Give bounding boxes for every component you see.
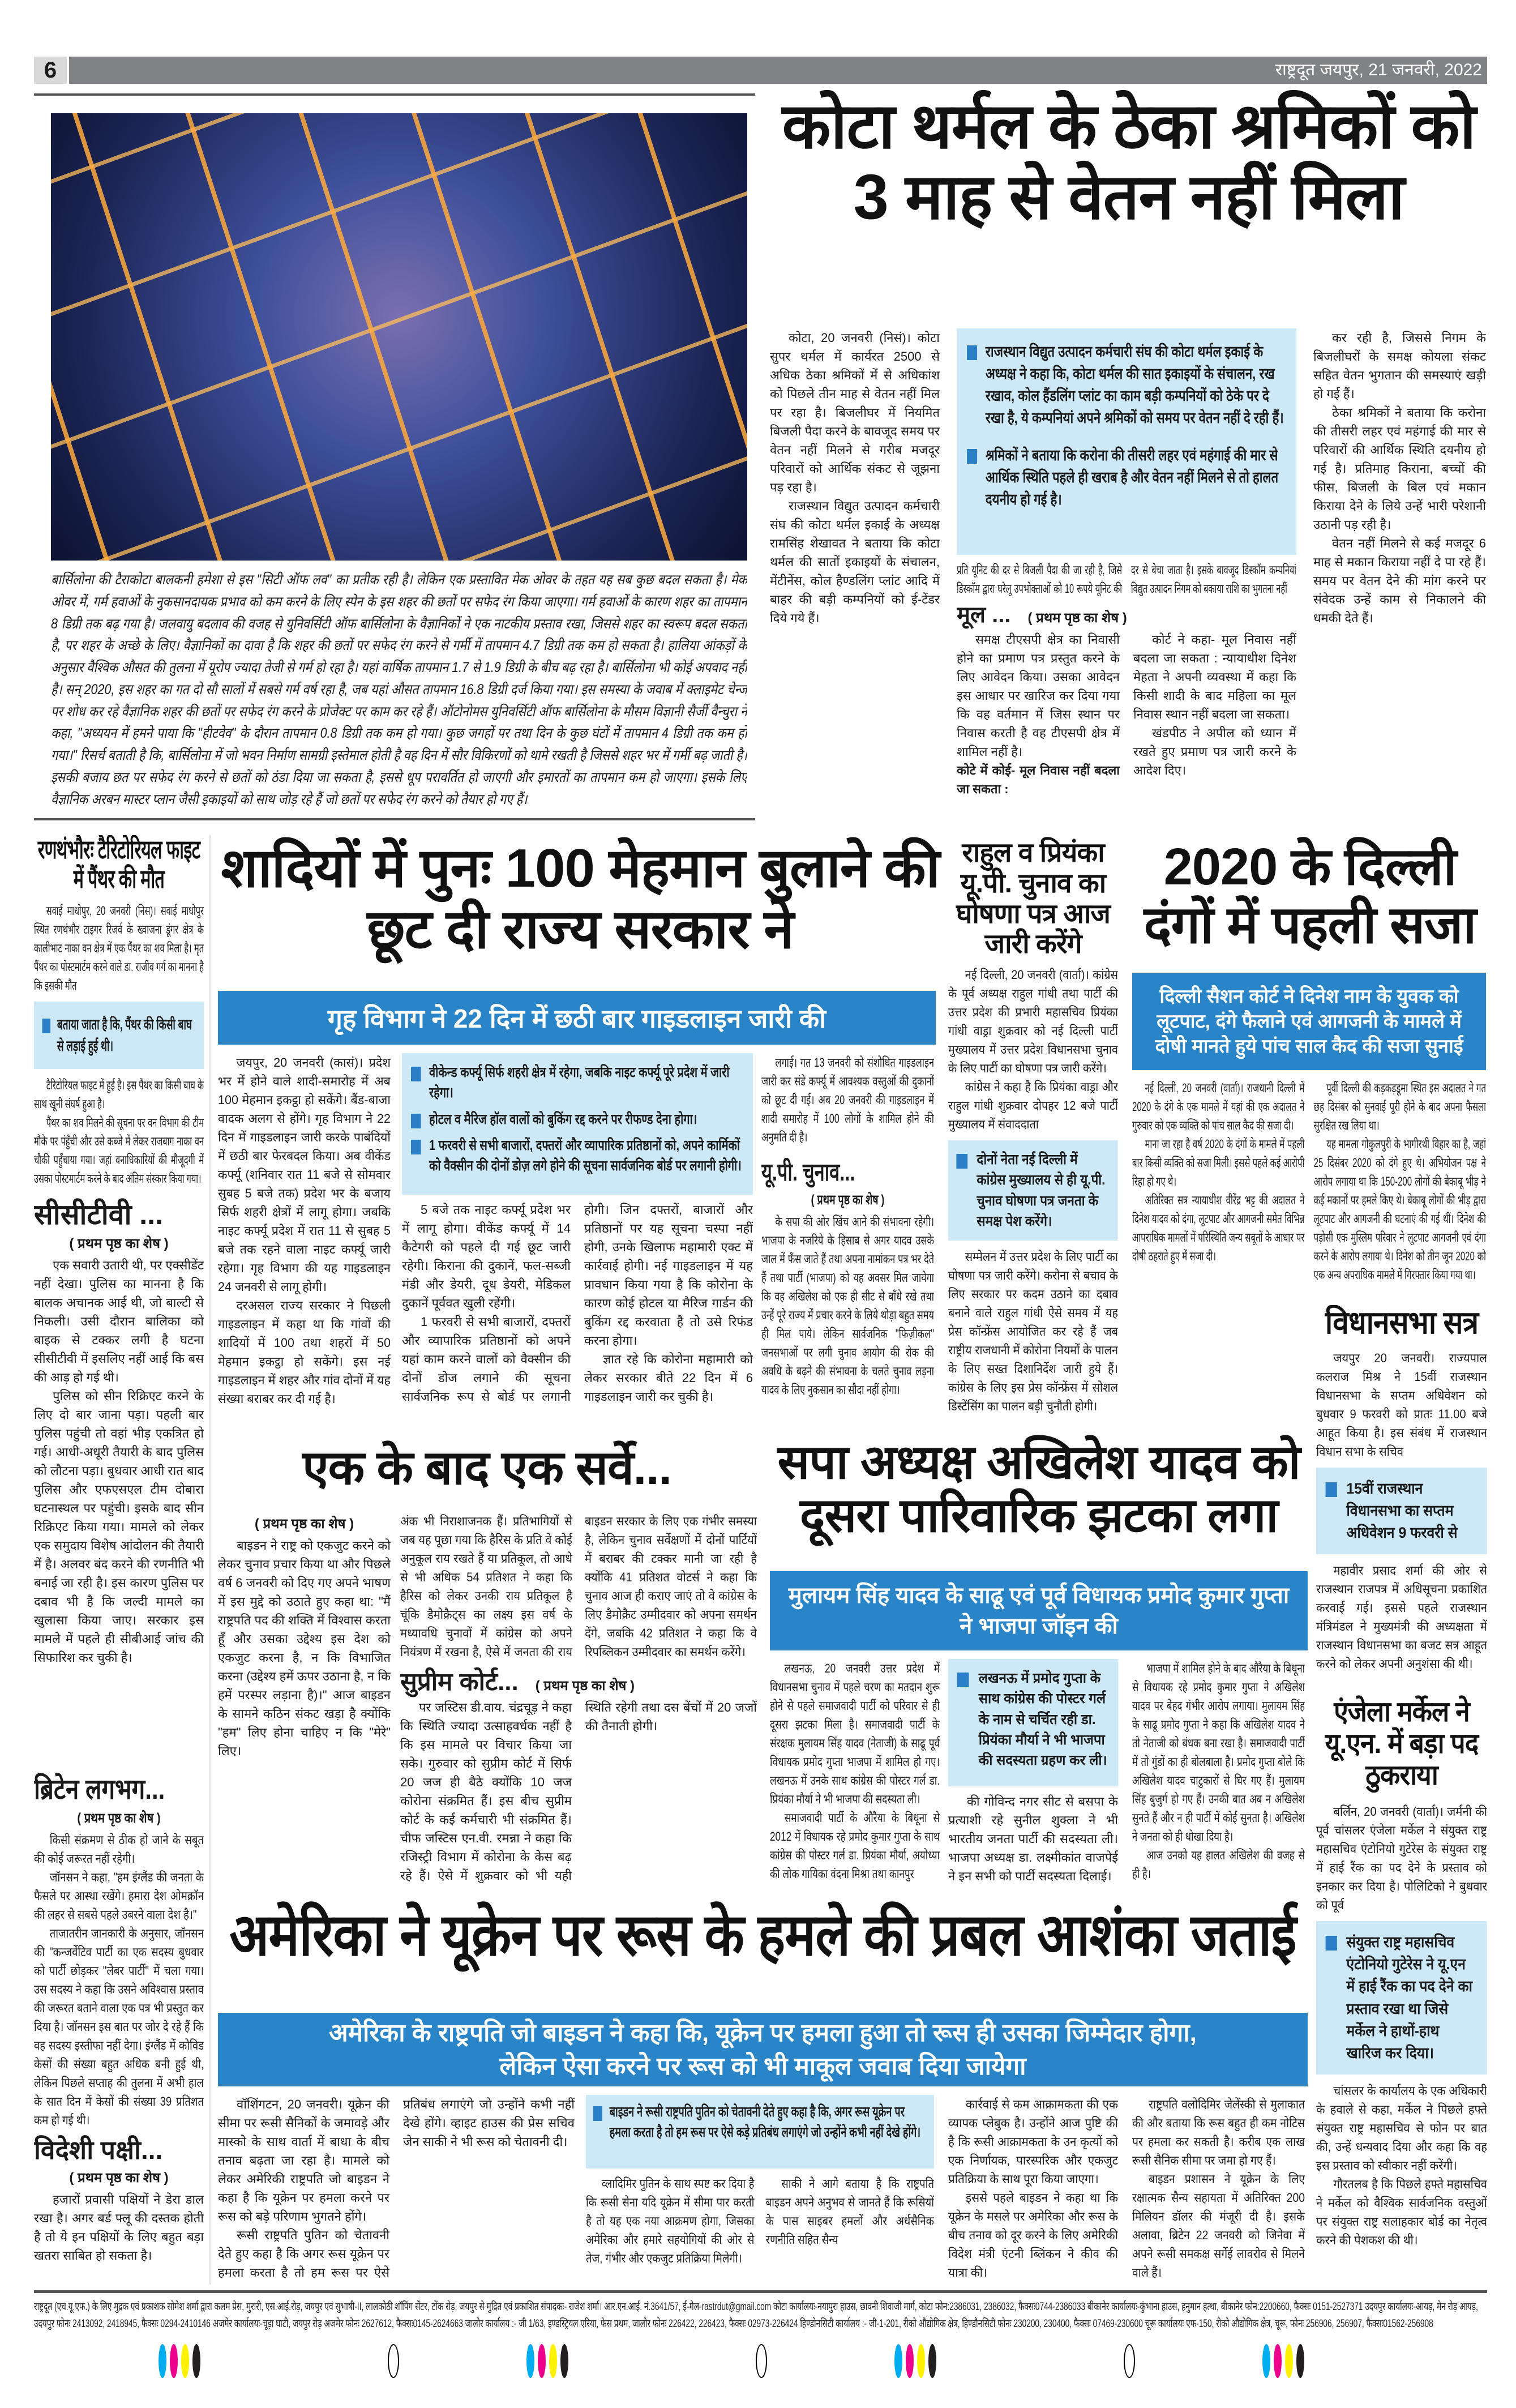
mool-headline: मूल ... xyxy=(957,602,1011,627)
bullet-icon xyxy=(956,1154,967,1169)
paragraph: इससे पहले बाइडन ने कहा था कि यूक्रेन के मसले पर अमेरिका और रूस के बीच तनाव को दूर करने के लिए अमेरिकी विदेश मंत्री एंटनी ब्लिंकन ने कीव की यात्रा की। xyxy=(948,2191,1118,2279)
usa-column-4 xyxy=(948,2095,1118,2285)
paragraph: रूसी राष्ट्रपति पुतिन को चेतावनी देते हुए कहा है कि अगर रूस यूक्रेन पर हमला करता है तो हम रूस पर ऐसे प्रतिबंध लगाएंगे जो उन्होंने कभी नहीं देखे होंगे। व्हाइट हाउस की प्रेस सचिव जेन साकी ने भी रूस को चेतावनी दी। xyxy=(218,2097,575,2279)
bullet-icon xyxy=(411,1114,421,1128)
paragraph: साकी ने आगे बताया है कि राष्ट्रपति बाइडन अपने अनुभव से जानते हैं कि रूसियों के पास साइबर हमलों और अर्धसैनिक रणनीति सहित सैन्य xyxy=(765,2176,934,2247)
bullet-icon xyxy=(967,345,977,360)
usa-strap: अमेरिका के राष्ट्रपति जो बाइडन ने कहा कि, यूक्रेन पर हमला हुआ तो रूस ही उसका जिम्मेदार होगा, लेकिन ऐसा करने पर रूस को भी माकूल जवाब दिया जायेगा xyxy=(218,2013,1308,2086)
sp-headline: सपा अध्यक्ष अखिलेश यादव को दूसरा पारिवारिक झटका लगा xyxy=(777,1435,1300,1542)
paragraph: माना जा रहा है वर्ष 2020 के दंगों के मामले में पहली बार किसी व्यक्ति को सजा मिली। इससे पहले कई आरोपी रिहा हो गए थे। xyxy=(1132,1137,1305,1188)
continued-label: ( प्रथम पृष्ठ का शेष ) xyxy=(1027,610,1127,626)
highlight-text: लखनऊ में प्रमोद गुप्ता के साथ कांग्रेस की पोस्टर गर्ल के नाम से चर्चित रही डा. प्रियंका मौर्या ने भी भाजपा की सदस्यता ग्रहण कर ली। xyxy=(978,1670,1107,1768)
paragraph: कर रही है, जिससे निगम के बिजलीघरों के समक्ष कोयला संकट सहित वेतन भुगतान की समस्याएं खड़ी हो गई हैं। xyxy=(1313,331,1486,401)
highlight-text: वीकेन्ड कर्फ्यू सिर्फ शहरी क्षेत्र में रहेगा, जबकि नाइट कर्फ्यू पूरे प्रदेश में जारी रहेगा। xyxy=(429,1064,730,1101)
paragraph: भाजपा में शामिल होने के बाद औरैया के बिधूना से विधायक रहे प्रमोद कुमार गुप्ता ने अखिलेश यादव पर बेहद गंभीर आरोप लगाया। मुलायम सिंह के साढू प्रमोद गुप्ता ने कहा कि अखिलेश यादव ने तो नेताजी को बंधक बना रखा है। समाजवादी पार्टी में तो गुंडों का ही बोलबाला है। प्रमोद गुप्ता बोले कि अखिलेश यादव चाटुकारों से घिर गए हैं। मुलायम सिंह बुजुर्ग हो गए हैं। उनकी बात अब न अखिलेश सुनते हैं और न ही पार्टी में कोई सुनता है। अखिलेश ने जनता को ही धोखा दिया है। xyxy=(1132,1661,1305,1844)
wedding-up-poll-column xyxy=(761,1053,934,1415)
kota-highlight-box xyxy=(957,328,1296,555)
right-column xyxy=(1316,1305,1487,2285)
supreme-court-headline: सुप्रीम कोर्ट... xyxy=(400,1668,519,1696)
paragraph: आज उनको यह हालत अखिलेश की वजह से ही है। xyxy=(1132,1848,1305,1881)
highlight-text: 1 फरवरी से सभी बाजारों, दफ्तरों और व्यापारिक प्रतिष्ठानों को, अपने कार्मिकों को वैक्सीन की दोनों डोज़ लगे होने की सूचना सार्वजनिक बोर्ड पर लगानी होगी। xyxy=(429,1137,742,1174)
wedding-column-1 xyxy=(218,1053,391,1410)
wedding-highlight-box xyxy=(402,1053,753,1195)
paragraph: समाजवादी पार्टी के औरैया के बिधूना से 2012 में विधायक रहे प्रमोद कुमार गुप्ता के साथ कांग्रेस की पोस्टर गर्ल डा. प्रियंका मौर्या, अयोध्या की लोक गायिका वंदना मिश्रा तथा कानपुर xyxy=(770,1811,940,1881)
color-registration-marks xyxy=(1262,2344,1304,2378)
paragraph: पुलिस को सीन रिक्रिएट करने के लिए दो बार जाना पड़ा। पहली बार पुलिस पहुंची तो वहां भीड़ एकत्रित हो गई। आधी-अधूरी तैयारी के बाद पुलिस को लौटना पड़ा। बुधवार आधी रात बाद पुलिस और एफएसएल टीम दोबारा घटनास्थल पर पहुंची। इसके बाद सीन रिक्रिएट किया गया। मामले को लेकर एक समुदाय विशेष आंदोलन की तैयारी में है। अलवर बंद करने की रणनीति भी बनाई जा रही है। इस कारण पुलिस पर दबाव भी है कि जल्दी मामले का खुलासा किया जाए। सरकार इस मामले में पहले ही सीबीआई जांच की सिफारिश कर चुकी है। xyxy=(34,1389,204,1665)
dateline: राष्ट्रदूत जयपुर, 21 जनवरी, 2022 xyxy=(1275,61,1482,79)
delhi-body xyxy=(1132,1079,1486,1299)
paragraph: कांग्रेस ने कहा है कि प्रियंका वाड्रा और राहुल गांधी शुक्रवार दोपहर 12 बजे पार्टी मुख्यालय में संवाददाता xyxy=(948,1080,1118,1131)
sp-column-3 xyxy=(1132,1659,1305,1894)
continued-label: ( प्रथम पृष्ठ का शेष ) xyxy=(535,1678,635,1693)
paragraph: लखनऊ, 20 जनवरी उत्तर प्रदेश में विधानसभा चुनाव में पहले चरण का मतदान शुरू होने से पहले समाजवादी पार्टी को परिवार से ही दूसरा झटका मिला है। समाजवादी पार्टी के संरक्षक मुलायम सिंह यादव (नेताजी) के साढू पूर्व विधायक प्रमोद गुप्ता भाजपा में शामिल हो गए। लखनऊ में उनके साथ कांग्रेस की पोस्टर गर्ल डा. प्रियंका मौर्या ने भी भाजपा की सदस्यता ली। xyxy=(770,1661,940,1806)
registration-crosshair-icon xyxy=(388,2344,399,2378)
ranthambore-article xyxy=(34,835,204,1192)
usa-headline: अमेरिका ने यूक्रेन पर रूस के हमले की प्रबल आशंका जताई xyxy=(229,1902,1296,1968)
continued-label: ( प्रथम पृष्ठ का शेष ) xyxy=(254,1516,354,1532)
assembly-headline: विधानसभा सत्र xyxy=(1325,1305,1479,1340)
paragraph: दरअसल राज्य सरकार ने पिछली गाइडलाइन में कहा था कि गांवों की शादियों में 100 तथा शहरों में 50 मेहमान इकट्ठा हो सकेंगे। इस नई गाइडलाइन में शहर और गांव दोनों में यह संख्या बराबर कर दी गई है। xyxy=(218,1298,391,1406)
paragraph: हजारों प्रवासी पक्षियों ने डेरा डाल रखा है। अगर बर्ड फ्लू की दस्तक होती है तो ये इन पक्षियों के लिए बहुत बड़ा खतरा साबित हो सकता है। xyxy=(34,2192,204,2263)
birds-headline: विदेशी पक्षी... xyxy=(34,2135,163,2165)
page-number: 6 xyxy=(34,57,69,84)
registration-crosshair-icon xyxy=(1124,2344,1135,2378)
usa-highlight-box xyxy=(586,2095,934,2169)
merkel-headline: एंजेला मर्केल ने यू.एन. में बड़ा पद ठुकराया xyxy=(1325,1696,1479,1791)
assembly-highlight-box xyxy=(1316,1468,1487,1554)
paragraph: वॉशिंगटन, 20 जनवरी। यूक्रेन की सीमा पर रूसी सैनिकों के जमावड़े और मास्को के साथ वार्ता में बाधा के बीच तनाव बढ़ता जा रहा है। मामले को लेकर अमेरिकी राष्ट्रपति जो बाइडन ने कहा है कि यूक्रेन पर हमला करने पर रूस को बड़े परिणाम भुगतने होंगे। xyxy=(218,2097,389,2223)
birds-article xyxy=(34,2135,204,2287)
bullet-icon xyxy=(411,1140,421,1154)
paragraph: महावीर प्रसाद शर्मा की ओर से राजस्थान राजपत्र में अधिसूचना प्रकाशित करवाई गई। इससे पहले राजस्थान मंत्रिमंडल ने मुख्यमंत्री की अध्यक्षता में राजस्थान विधानसभा का बजट सत्र आहूत करने को लेकर अपनी अनुशंसा की थी। xyxy=(1316,1563,1487,1671)
continued-label: ( प्रथम पृष्ठ का शेष ) xyxy=(77,1811,161,1826)
continued-label: ( प्रथम पृष्ठ का शेष ) xyxy=(69,2170,169,2186)
color-registration-marks xyxy=(894,2344,936,2378)
cctv-headline: सीसीटीवी ... xyxy=(34,1199,163,1230)
bullet-icon xyxy=(1326,1936,1337,1951)
highlight-text: संयुक्त राष्ट्र महासचिव एंटोनियो गुटेरेस ने यू.एन में हाई रैंक का पद देने का प्रस्ताव रखा था जिसे मर्केल ने हाथों-हाथ खारिज कर दिया। xyxy=(1346,1934,1472,2061)
highlight-text: श्रमिकों ने बताया कि करोना की तीसरी लहर एवं महंगाई की मार से आर्थिक स्थिति पहले ही खराब है और वेतन नहीं मिलने से तो हालत दयनीय हो गई है। xyxy=(985,446,1279,508)
sp-column-2 xyxy=(948,1792,1118,1894)
paragraph: जॉनसन ने कहा, "हम इंग्लैंड की जनता के फैसले पर आस्था रखेंगे। हमारा देश ओमक्रॉन की लहर से सबसे पहले उबरने वाला देश है।" xyxy=(34,1870,204,1922)
paragraph: जयपुर 20 जनवरी। राज्यपाल कलराज मिश्र ने 15वीं राजस्थान विधानसभा के सप्तम अधिवेशन को बुधवार 9 फरवरी को प्रातः 11.00 बजे आहूत किया है। इस संबंध में राजस्थान विधान सभा के सचिव xyxy=(1316,1350,1487,1459)
paragraph: नई दिल्ली, 20 जनवरी (वार्ता)। कांग्रेस के पूर्व अध्यक्ष राहुल गांधी तथा पार्टी की उत्तर प्रदेश की प्रभारी महासचिव प्रियंका गांधी वाड्रा शुक्रवार को नई दिल्ली पार्टी मुख्यालय में उत्तर प्रदेश विधानसभा चुनाव के लिए पार्टी का घोषणा पत्र जारी करेंगे। xyxy=(948,968,1118,1075)
page-header-bar xyxy=(34,57,1487,84)
britain-headline: ब्रिटेन लगभग... xyxy=(34,1773,165,1805)
paragraph: गौरतलब है कि पिछले हफ्ते महासचिव ने मर्केल को वैश्विक सार्वजनिक वस्तुओं पर संयुक्त राष्ट्र सलाहकार बोर्ड का नेतृत्व करने की पेशकश की थी। xyxy=(1316,2176,1487,2247)
survey-headline: एक के बाद एक सर्वे... xyxy=(302,1441,671,1494)
cctv-article xyxy=(34,1197,204,1767)
highlight-text: दोनों नेता नई दिल्ली में कांग्रेस मुख्यालय से ही यू.पी. चुनाव घोषणा पत्र जनता के समक्ष पेश करेंगे। xyxy=(977,1152,1106,1229)
photo-caption: बार्सिलोना की टैराकोटा बालकनी हमेशा से इस "सिटी ऑफ लव" का प्रतीक रही है। लेकिन एक प्रस्तावित मेक ओवर के तहत यह सब कुछ बदल सकता है। मेक ओवर में, गर्म हवाओं के नुकसानदायक प्रभाव को कम करने के लिए स्पेन के इस शहर की छतों पर सफेद रंग किया जाएगा। गर्म हवाओं के कारण शहर का तापमान 8 डिग्री तक बढ़ गया है। जलवायु बदलाव की वजह से युनिवर्सिटी ऑफ बार्सिलोना के वैज्ञानिकों ने एक नाटकीय प्रस्ताव रखा, जिससे शहर का स्वरूप बदल सकता है, पर शहर के अच्छे के लिए। वैज्ञानिकों का दावा है कि शहर की छतों पर सफेद रंग करने से गर्मी में तापमान 4.7 डिग्री तक कम हो सकता है। हालिया आंकड़ों के अनुसार वैश्विक औसत की तुलना में यूरोप ज्यादा तेजी से गर्म हो रहा है। यहां वार्षिक तापमान 1.7 से 1.9 डिग्री के बीच बढ़ रहा है। बार्सिलोना भी कोई अपवाद नहीं है। सन् 2020, इस शहर का गत दो सौ सालों में सबसे गर्म वर्ष रहा है, जब यहां औसत तापमान 16.8 डिग्री दर्ज किया गया। इस समस्या के जवाब में क्लाइमेट चेन्ज पर शोध कर रहे वैज्ञानिक शहर की छतों पर सफेद रंग करने के प्रोजेक्ट पर काम कर रहे हैं। ऑटोनोमस युनिवर्सिटी ऑफ बार्सिलोना के मौसम विज्ञानी सैर्जी वैन्चुरा ने कहा, "अध्ययन में हमने पाया कि "हीटवेव" के दौरान तापमान 0.8 डिग्री तक कम हो गया। कुछ जगहों पर तथा दिन के कुछ घंटों में तापमान 4 डिग्री तक कम हो गया।" रिसर्च बताती है कि, बार्सिलोना में जो भवन निर्माण सामग्री इस्तेमाल होती है वह दिन में सौर विकिरणों को थामे रखती है जिससे शहर भर में गर्मी बढ़ जाती है। इसकी बजाय छत पर सफेद रंग करने से छतों को ठंडा दिया जा सकता है, इससे धूप परावर्तित हो जाएगी और इमारतों का तापमान कम हो जाएगा। इसके लिए वैज्ञानिक अरबन मास्टर प्लान जैसी इकाइयों को साथ जोड़ रहे हैं जो छतों पर सफेद रंग करने को तैयार हो गए हैं। xyxy=(51,572,747,807)
ranthambore-highlight-box xyxy=(34,1002,204,1069)
wedding-columns-mid xyxy=(402,1200,753,1410)
paragraph: बाइडन प्रशासन ने यूक्रेन के लिए रक्षात्मक सैन्य सहायता में अतिरिक्त 200 मिलियन डॉलर की मंजूरी दी है। इसके अलावा, ब्रिटेन 22 जनवरी को जिनेवा में अपने रूसी समकक्ष सर्गेई लावरोव से मिलने वाले हैं। xyxy=(1132,2172,1305,2279)
paragraph: 5 बजे तक नाइट कर्फ्यू प्रदेश भर में लागू होगा। वीकेंड कर्फ्यू में 14 कैटेगरी को पहले दी गई छूट जारी रहेगी। किराना की दुकानें, फल-सब्जी मंडी और डेयरी, दूध डेयरी, मेडिकल दुकानें पूर्ववत खुली रहेंगी। xyxy=(402,1203,571,1310)
paragraph: पर जस्टिस डी.वाय. चंद्रचूड़ ने कहा कि स्थिति ज्यादा उत्साहवर्धक नहीं है कि इस मामले पर विचार किया जा सके। गुरुवार को सुप्रीम कोर्ट में सिर्फ 20 जज ही बैठे क्योंकि 10 जज कोरोना संक्रमित हैं। इस बीच सुप्रीम कोर्ट के कई कर्मचारी भी संक्रमित हैं। चीफ जस्टिस एन.वी. रमन्ना ने कहा कि रजिस्ट्री विभाग में कोरोना के केस बढ़ रहे हैं। ऐसे में शुक्रवार को भी यही स्थिति रहेगी तथा दस बेंचों में 20 जजों की तैनाती होगी। xyxy=(400,1700,757,1883)
survey-columns-2-3: अंक भी निराशाजनक हैं। प्रतिभागियों से जब यह पूछा गया कि हैरिस के प्रति वे कोई अनुकूल राय रखते हैं या प्रतिकूल, तो आधे से भी अधिक 54 प्रतिशत ने कहा कि हैरिस को लेकर उनकी राय प्रतिकूल है चूंकि डैमोक्रैट्स का लक्ष्य इस वर्ष के मध्यावधि चुनावों में कांग्रेस को अपने नियंत्रण में रखना है, ऐसे में जनता की राय बाइडन सरकार के लिए एक गंभीर समस्या है, लेकिन चुनाव सर्वेक्षणों में दोनों पार्टियों में बराबर की टक्कर मानी जा रही है क्योंकि 41 प्रतिशत वोटर्स ने कहा कि चुनाव आज ही कराए जाएं तो वे कांग्रेस के लिए डैमोक्रैट उम्मीदवार को अपना समर्थन देंगे, जबकि 42 प्रतिशत ने कहा कि वे रिपब्लिकन उम्मीदवार का समर्थन करेंगे। xyxy=(400,1514,757,1659)
bullet-icon xyxy=(957,1673,969,1687)
wedding-headline: शादियों में पुनः 100 मेहमान बुलाने की छूट दी राज्य सरकार ने xyxy=(221,838,940,960)
divider xyxy=(34,818,755,820)
paragraph: ताजातरीन जानकारी के अनुसार, जॉनसन की "कन्जर्वेटिव पार्टी का एक सदस्य बुधवार को पार्टी छोड़कर "लेबर पार्टी" में चला गया। उस सदस्य ने कहा कि उसने अविश्वास प्रस्ताव की जरूरत बताने वाला एक पत्र भी प्रस्तुत कर दिया है। जॉनसन इस बात पर जोर दे रहे हैं कि वह सदस्य इस्तीफा नहीं देगा। इंग्लैंड में कोविड केसों की संख्या बहुत अधिक बनी हुई थी, लेकिन पिछले सप्ताह की तुलना में अभी हाल के सात दिन में केसों की संख्या 39 प्रतिशत कम हो गई थी। xyxy=(34,1926,204,2127)
paragraph: चांसलर के कार्यालय के एक अधिकारी के हवाले से कहा, मर्केल ने पिछले हफ्ते संयुक्त राष्ट्र महासचिव से फोन पर बात की, उन्हें धन्यवाद दिया और कहा कि वह इस प्रस्ताव को स्वीकार नहीं करेंगी। xyxy=(1316,2083,1487,2172)
paragraph: यह मामला गोकुलपुरी के भागीरथी विहार का है, जहां 25 दिसंबर 2020 को दंगे हुए थे। अभियोजन पक्ष ने आरोप लगाया था कि 150-200 लोगों की बेकाबू भीड़ ने कई मकानों पर हमले किए थे। बेकाबू लोगों की भीड़ द्वारा लूटपाट और आगजनी की घटनाएं की गई थीं। दिनेश की पड़ोसी एक मुस्लिम परिवार ने लूटपाट आगजनी एवं दंगा करने के आरोप लगाया थे। दिनेश को तीन जून 2020 को एक अन्य अपराधिक मामले में गिरफ्तार किया गया था। xyxy=(1313,1137,1486,1282)
registration-crosshair-icon xyxy=(756,2344,767,2378)
ranthambore-headline: रणथंभौरः टैरिटोरियल फाइट में पैंथर की मौत xyxy=(37,835,200,893)
highlight-text: बताया जाता है कि, पैंथर की किसी बाघ से लड़ाई हुई थी। xyxy=(57,1016,192,1054)
sp-column-1 xyxy=(770,1659,940,1894)
paragraph: के सपा की ओर खिंच आने की संभावना रहेगी। भाजपा के नजरिये के हिसाब से अगर यादव उसके जाल में फँस जाते हैं तथा अपना नामांकन पत्र भर देते हैं तथा पार्टी (भाजपा) को यह अवसर मिल जायेगा कि वह अखिलेश को एक ही सीट से बाँधे रखे तथा उन्हें पूरे राज्य में प्रचार करने के लिये थोड़ा बहुत समय ही मिल पाये। लेकिन सार्वजनिक "फिज़ीकल" जनसभाओं पर लगी चुनाव आयोग की रोक की अवधि के बढ़ने की संभावना के चलते चुनाव लड़ना यादव के लिए नुकसान का सौदा नहीं होगा। xyxy=(761,1214,934,1397)
column-divider xyxy=(209,835,211,2285)
kota-column-4 xyxy=(1313,328,1486,821)
delhi-headline: 2020 के दिल्ली दंगों में पहली सजा xyxy=(1144,838,1476,955)
survey-column-1 xyxy=(218,1512,391,1891)
paragraph: की गोविन्द नगर सीट से बसपा के प्रत्याशी रहे सुनील शुक्ला ने भी भारतीय जनता पार्टी की सदस्यता ली। भाजपा अध्यक्ष डा. लक्ष्मीकांत वाजपेई ने इन सभी को पार्टी सदस्यता दिलाई। xyxy=(948,1794,1118,1883)
barcelona-aerial-photo xyxy=(51,113,747,561)
paragraph: वेतन नहीं मिलने से कई मजदूर 6 माह से मकान किराया नहीं दे पा रहे हैं। समय पर वेतन देने की मांग करने पर संवेदक उन्हें काम से निकालने की धमकी देते हैं। xyxy=(1313,536,1486,625)
mool-subhead: कोटे में कोई- मूल निवास नहीं बदला जा सकता : xyxy=(957,763,1120,796)
paragraph: सम्मेलन में उत्तर प्रदेश के लिए पार्टी का घोषणा पत्र जारी करेंगे। करोना से बचाव के लिए सरकार पर कदम उठाने का दबाव बनाने वाले राहुल गांधी ऐसे समय में यह प्रेस कॉन्फ्रेंस आयोजित कर रहे हैं जब राष्ट्रीय राजधानी में कोरोना नियमों के पालन के लिए सख्त दिशानिर्देश जारी हुये हैं। कांग्रेस के लिए इस प्रेस कॉन्फ्रेंस में सोशल डिस्टेंसिंग का पालन बड़ी चुनौती होगी। xyxy=(948,1250,1118,1413)
footer-rule xyxy=(34,2290,1487,2293)
paragraph: अतिरिक्त सत्र न्यायाधीश वीरेंद्र भट्ट की अदालत ने दिनेश यादव को दंगा, लूटपाट और आगजनी समेत विभिन्न आपराधिक मामलों में परिस्थिति जन्य सबूतों के आधार पर दोषी ठहराते हुए में सजा दी। xyxy=(1132,1193,1305,1263)
bullet-icon xyxy=(411,1067,421,1081)
paragraph: लगाई। गत 13 जनवरी को संशोधित गाइडलाइन जारी कर संडे कर्फ्यू में आवश्यक वस्तुओं की दुकानों को छूट दी गई। अब 20 जनवरी की गाइडलाइन में शादी समारोह में 100 लोगों के शामिल होने की अनुमति दी है। xyxy=(761,1055,934,1144)
up-poll-headline: यू.पी. चुनाव... xyxy=(761,1158,855,1186)
rahul-column xyxy=(948,965,1118,1415)
paragraph: 1 फरवरी से सभी बाजारों, दफ्तरों और व्यापारिक प्रतिष्ठानों को अपने यहां काम करने वालों को वैक्सीन की दोनों डोज लगाने की सूचना सार्वजनिक रूप से बोर्ड पर लगानी होगी। जिन दफ्तरों, बाजारों और प्रतिष्ठानों पर यह सूचना चस्पा नहीं होगी, उनके खिलाफ महामारी एक्ट में कार्रवाई होगी। नई गाइडलाइन में यह प्रावधान किया गया है कि कोरोना के कारण कोई होटल या मैरिज गार्डन की बुकिंग रद्द करवाता है तो उसे रिफंड करना होगा। xyxy=(402,1203,753,1404)
paragraph: ज्ञात रहे कि कोरोना महामारी को लेकर सरकार बीते 22 दिन में 6 गाइडलाइन जारी कर चुकी है। xyxy=(584,1352,753,1404)
footer-imprint: राष्ट्रदूत (एच.यू.एफ.) के लिए मुद्रक एवं प्रकाशक सोमेश शर्मा द्वारा कलम प्रेस, मुरारी, एस.आई.रोड़, जयपुर एवं सुभाषी-II, लालकोठी शॉपिंग सेंटर, टोंक रोड़, जयपुर से मुद्रित एवं प्रकाशित संपादकः- राजेश शर्मा। आर.एन.आई. नं.3641/57, ई-मेल-rastrdut@gmail.com कोटा कार्यालयः-नयापुरा हाउस, छावनी शिवाजी मार्ग, कोटा फोन:2386031, 2386032, फैक्सः0744-2386033 बीकानेर कार्यालयः-कुंभाना हाउस, हनुमान हत्था, बीकानेर फोन:2200660, फैक्सः 0151-2527371 उदयपुर कार्यालयः-आयड़, मेन रोड़ आयड़, उदयपुर फोनः 2413092, 2418945, फैक्सः 0294-2410146 अजमेर कार्यालयः-चूड़ा घाटी, जयपुर रोड़ अजमेर फोनः 2627612, फैक्सः0145-2624663 जालोर कार्यालय :- जी 1/63, इण्डस्ट्रियल एरिया, फेस प्रथम, जालोर फोनः 226422, 226423, फैक्सः 02973-226424 हिण्डोनसिटी कार्यालय :- जी-1-201, रीको औद्योगिक क्षेत्र, हिण्डौनसिटी फोनः 230200, 230400, फैक्सः 07469-230600 चूरू कार्यालयः एफ-150, रीको औद्योगिक क्षेत्र, चूरू, फोनः 256906, 256907, फैक्सः01562-256908 xyxy=(34,2301,1478,2330)
paragraph: खंडपीठ ने अपील को ध्यान में रखते हुए प्रमाण पत्र जारी करने के आदेश दिए। xyxy=(1133,726,1296,777)
kota-continued: प्रति यूनिट की दर से बिजली पैदा की जा रही है, जिसे डिस्कॉम द्वारा घरेलू उपभोक्ताओं को 10 रूपये यूनिट की दर से बेचा जाता है। इसके बावजूद डिस्कॉम कम्पनियां विद्युत उत्पादन निगम को बकाया राशि का भुगतना नहीं xyxy=(957,563,1296,596)
delhi-strap: दिल्ली सैशन कोर्ट ने दिनेश नाम के युवक को लूटपाट, दंगे फैलाने एवं आगजनी के मामले में दोषी मानते हुये पांच साल कैद की सजा सुनाई xyxy=(1132,973,1486,1070)
kota-column-1 xyxy=(770,328,940,821)
paragraph: पूर्वी दिल्ली की कड़कड़डूमा स्थित इस अदालत ने गत छह दिसंबर को सुनवाई पूरी होने के बाद अपना फैसला सुरक्षित रख लिया था। xyxy=(1313,1081,1486,1132)
merkel-highlight-box xyxy=(1316,1921,1487,2075)
paragraph: टैरिटोरियल फाइट में हुई है। इस पैंथर का किसी बाघ के साथ खूनी संघर्ष हुआ है। xyxy=(34,1078,204,1111)
usa-columns-1-2 xyxy=(218,2095,575,2285)
bullet-icon xyxy=(42,1019,51,1033)
color-registration-marks xyxy=(159,2344,200,2378)
paragraph: व्लादिमिर पुतिन के साथ स्पष्ट कर दिया है कि रूसी सेना यदि यूक्रेन में सीमा पार करती है तो यह एक नया आक्रमण होगा, जिसका अमेरिका और हमारे सहयोगियों की ओर से तेज, गंभीर और एकजुट प्रतिक्रिया मिलेगी। xyxy=(586,2176,755,2265)
paragraph: कार्रवाई से कम आक्रामकता की एक व्यापक प्लेबुक है। उन्होंने आज पुष्टि की है कि रूसी आक्रामकता के उन कृत्यों को एक निर्णायक, पारस्परिक और एकजुट प्रतिक्रिया के साथ पूरा किया जाएगा। xyxy=(948,2097,1118,2186)
paragraph: बर्लिन, 20 जनवरी (वार्ता)। जर्मनी की पूर्व चांसलर एंजेला मर्केल ने संयुक्त राष्ट्र महासचिव एंटोनियो गुटेरेस के संयुक्त राष्ट्र में हाई रैंक का पद देने के प्रस्ताव को इनकार कर दिया है। पोलिटिको ने बुधवार को पूर्व xyxy=(1316,1804,1487,1913)
highlight-text: बाइडन ने रूसी राष्ट्रपति पुतिन को चेतावनी देते हुए कहा है कि, अगर रूस यूक्रेन पर हमला करता है तो हम रूस पर ऐसे कड़े प्रतिबंध लगाएंगे जो उन्होंने कभी नहीं देखे होंगे। xyxy=(609,2104,921,2141)
rahul-highlight-box xyxy=(948,1140,1118,1241)
paragraph: राजस्थान विद्युत उत्पादन कर्मचारी संघ की कोटा थर्मल इकाई के अध्यक्ष रामसिंह शेखावत ने बताया कि कोटा थर्मल की सातों इकाइयों के संचालन, मेंटीनेंस, कोल हैण्डलिंग प्लांट आदि में बाहर की बड़ी कम्पनियों को ई-टेंडर दिये गये हैं। xyxy=(770,499,940,625)
paragraph: समक्ष टीएसपी क्षेत्र का निवासी होने का प्रमाण पत्र प्रस्तुत करने के लिए आवेदन किया। उसका आवेदन इस आधार पर खारिज कर दिया गया कि वह वर्तमान में जिस स्थान पर निवास करती है वह टीएसपी क्षेत्र में शामिल नहीं है। xyxy=(957,632,1120,759)
paragraph: ठेका श्रमिकों ने बताया कि करोना की तीसरी लहर एवं महंगाई की मार से परिवारों की आर्थिक स्थिति दयनीय हो गई है। प्रतिमाह किराना, बच्चों की फीस, बिजली के बिल एवं मकान किराया देने के लिये उन्हें भारी परेशानी उठानी पड़ रही है। xyxy=(1313,405,1486,532)
paragraph: सवाई माधोपुर, 20 जनवरी (निस)। सवाई माधोपुर स्थित रणथंभौर टाइगर रिजर्व के ख्वाजना डूंगर क्षेत्र के कालीभाट नाका वन क्षेत्र में एक पैंथर का शव मिला है। मृत पैंथर का पोस्टमार्टम करने वाले डा. राजीव गर्ग का मानना है कि इसकी मौत xyxy=(34,904,204,993)
paragraph: पैंथर का शव मिलने की सूचना पर वन विभाग की टीम मौके पर पंहुँची और उसे कब्जे में लेकर राजबाग नाका वन चौकी पहुँचाया गया। जहां वनाधिकारियों की मौजूदगी में उसका पोस्टमार्टम करने के बाद अंतिम संस्कार किया गया। xyxy=(34,1115,204,1186)
mool-article xyxy=(957,601,1296,820)
sp-strap: मुलायम सिंह यादव के साढू एवं पूर्व विधायक प्रमोद कुमार गुप्ता ने भाजपा जॉइन की xyxy=(770,1571,1308,1650)
continued-label: ( प्रथम पृष्ठ का शेष ) xyxy=(69,1236,169,1251)
paragraph: एक सवारी उतारी थी, पर एक्सीडेंट नहीं देखा। पुलिस का मानना है कि बालक अचानक आई थी, जो बाल्टी से निकली। उसी दौरान बालिका को बाइक से टक्कर लगी है घटना सीसीटीवी में इसलिए नहीं आई कि बस की आड़ हो गई थी। xyxy=(34,1258,204,1384)
highlight-text: होटल व मैरिज हॉल वालों को बुकिंग रद्द करने पर रीफण्ड देना होगा। xyxy=(429,1111,697,1127)
highlight-text: राजस्थान विद्युत उत्पादन कर्मचारी संघ की कोटा थर्मल इकाई के अध्यक्ष ने कहा कि, कोटा थर्मल की सात इकाइयों के संचालन, रख रखाव, कोल हैंडलिंग प्लांट का काम बड़ी कम्पनियों को ठेके पर दे रखा है, ये कम्पनियां अपने श्रमिकों को समय पर वेतन नहीं दे रही हैं। xyxy=(985,343,1284,427)
paragraph: नई दिल्ली, 20 जनवरी (वार्ता)। राजधानी दिल्ली में 2020 के दंगे के एक मामले में यहां की एक अदालत ने गुरुवार को एक व्यक्ति को पांच साल कैद की सजा दी। xyxy=(1132,1081,1305,1132)
rahul-headline: राहुल व प्रियंका यू.पी. चुनाव का घोषणा पत्र आज जारी करेंगे xyxy=(956,838,1110,960)
bullet-icon xyxy=(967,449,977,464)
usa-columns-mid xyxy=(586,2174,934,2285)
supreme-court-article xyxy=(400,1667,757,1891)
paragraph: कोर्ट ने कहा- मूल निवास नहीं बदला जा सकता : न्यायाधीश दिनेश मेहता ने अपनी व्यवस्था में कहा कि किसी शादी के बाद महिला का मूल निवास स्थान नहीं बदला जा सकता। xyxy=(1133,632,1296,721)
paragraph: कोटा, 20 जनवरी (निसं)। कोटा सुपर थर्मल में कार्यरत 2500 से अधिक ठेका श्रमिकों में से अधिकांश को पिछले तीन माह से वेतन नहीं मिल पर रहा है। बिजलीघर में नियमित बिजली पैदा करने के बावजूद समय पर वेतन नहीं मिलने से गरीब मजदूर परिवारों को आर्थिक संकट से जूझना पड़ रहा है। xyxy=(770,331,940,494)
bullet-icon xyxy=(593,2106,602,2121)
continued-label: ( प्रथम पृष्ठ का शेष ) xyxy=(811,1192,885,1208)
kota-headline: कोटा थर्मल के ठेका श्रमिकों को 3 माह से वेतन नहीं मिला xyxy=(782,91,1476,233)
bullet-icon xyxy=(1326,1482,1337,1497)
paragraph: राष्ट्रपति वलोदिमिर जेलेंस्की से मुलाकात की और बताया कि रूस बहुत ही कम नोटिस पर हमला कर सकती है। करीब एक लाख रूसी सैनिक सीमा पर जमा हो गए हैं। xyxy=(1132,2097,1305,2167)
sp-highlight-box xyxy=(948,1659,1118,1786)
wedding-strap: गृह विभाग ने 22 दिन में छठी बार गाइडलाइन जारी की xyxy=(218,991,936,1045)
paragraph: किसी संक्रमण से ठीक हो जाने के सबूत की कोई जरूरत नहीं रहेगी। xyxy=(34,1833,204,1866)
paragraph: बाइडन ने राष्ट्र को एकजुट करने को लेकर चुनाव प्रचार किया था और पिछले वर्ष 6 जनवरी को दिए गए अपने भाषण में इस मुद्दे को उठाते हुए कहा था: "मैं राष्ट्रपति पद की शक्ति में विश्वास करता हूँ और उसका उद्देश्य इस देश को एकजुट करना है, न कि विभाजित करना (उद्देश्य हमें ऊपर उठाना है, न कि हमें परस्पर लड़ाना है)।" आज बाइडन के सामने कठिन संकट खड़ा है क्योंकि "हम" लिए होना चाहिए न कि "मेरे" लिए। xyxy=(218,1538,391,1758)
mool-body xyxy=(957,630,1296,811)
color-registration-marks xyxy=(526,2344,568,2378)
britain-article xyxy=(34,1772,204,2129)
paragraph: जयपुर, 20 जनवरी (कासं)। प्रदेश भर में होने वाले शादी-समारोह में अब 100 मेहमान इकट्ठा हो सकेंगे। बैंड-बाजा वादक अलग से होंगे। गृह विभाग ने 22 दिन में गाइडलाइन जारी करके पाबंदियों में छठी बार फेरबदल किया। अब वीकेंड कर्फ्यू (शनिवार रात 11 बजे से सोमवार सुबह 5 बजे तक) प्रदेश भर के बजाय सिर्फ शहरी क्षेत्रों में लागू होगा। जबकि नाइट कर्फ्यू प्रदेश में रात 11 से सुबह 5 बजे तक रहने वाला नाइट कर्फ्यू जारी रहेगा। गृह विभाग की यह गाइडलाइन 24 जनवरी से लागू होगी। xyxy=(218,1055,391,1294)
highlight-text: 15वीं राजस्थान विधानसभा का सप्तम अधिवेशन 9 फरवरी से xyxy=(1346,1479,1458,1541)
usa-column-5 xyxy=(1132,2095,1305,2285)
